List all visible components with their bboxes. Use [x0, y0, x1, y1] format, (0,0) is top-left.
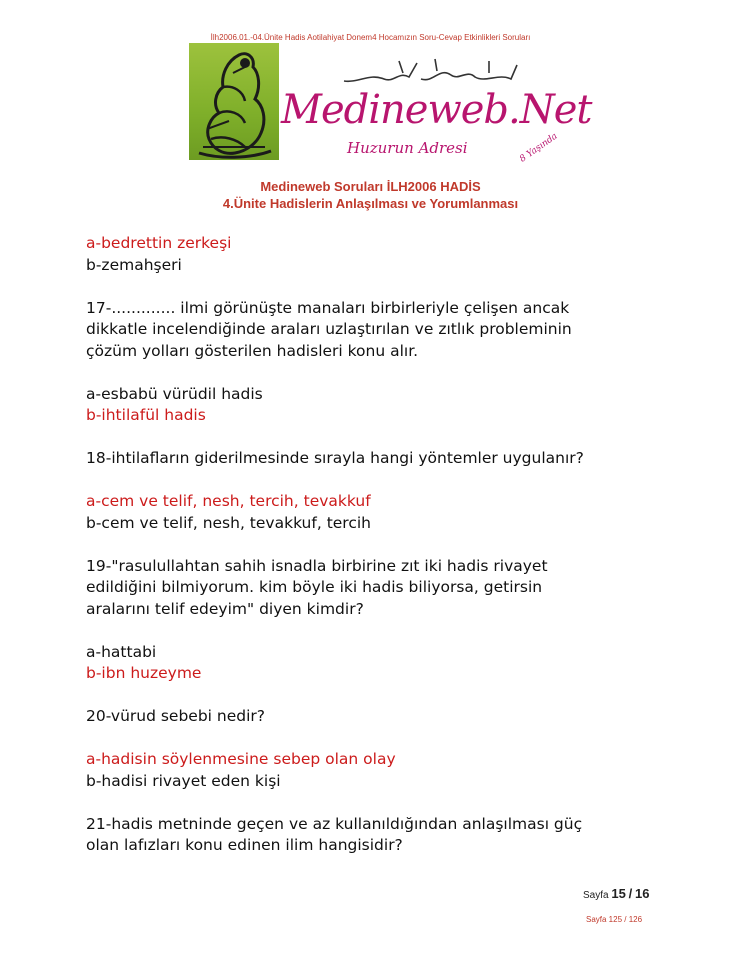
answer-correct: a-bedrettin zerkeşi	[86, 234, 232, 252]
page-number	[583, 886, 649, 901]
logo-age-text: 8 Yaşında	[518, 131, 560, 165]
answer-option: a-esbabü vürüdil hadis	[86, 384, 263, 403]
answer-correct: a-cem ve telif, nesh, tercih, tevakkuf	[86, 492, 371, 510]
answer-option: b-zemahşeri	[86, 255, 182, 274]
question-text: 20-vürud sebebi nedir?	[86, 707, 266, 725]
document-body	[86, 233, 686, 857]
question-text: 21-hadis metninde geçen ve az kullanıldığından anlaşılması güç	[86, 814, 583, 833]
question-text: dikkatle incelendiğinde araları uzlaştırılan ve zıtlık probleminin	[86, 320, 572, 338]
logo-brand-text: Medineweb.Net	[281, 87, 592, 133]
logo-tagline: Huzurun Adresi	[347, 139, 468, 157]
page-current: 15	[611, 886, 626, 901]
question-text: çözüm yolları gösterilen hadisleri konu alır.	[86, 341, 419, 360]
calligraphy-figure-image	[189, 43, 279, 160]
question-text: edildiğini bilmiyorum. kim böyle iki hadis biliyorsa, getirsin	[86, 578, 543, 596]
answer-option: a-hattabi	[86, 642, 157, 661]
answer-correct: a-hadisin söylenmesine sebep olan olay	[86, 750, 396, 768]
site-logo	[189, 43, 592, 165]
answer-option: b-cem ve telif, nesh, tevakkuf, tercih	[86, 513, 371, 532]
bismillah-calligraphy	[339, 53, 529, 91]
page-label: Sayfa	[583, 890, 609, 901]
page-separator: /	[628, 886, 633, 901]
question-text: 17-............. ilmi görünüşte manaları birbirleriyle çelişen ancak	[86, 298, 570, 317]
global-page-number: Sayfa 125 / 126	[586, 915, 643, 924]
answer-correct: b-ibn huzeyme	[86, 664, 202, 682]
answer-correct: b-ihtilafül hadis	[86, 406, 206, 424]
page-total: 16	[635, 886, 650, 901]
title-line-2: 4.Ünite Hadislerin Anlaşılması ve Yorumlanması	[222, 196, 519, 211]
question-text: olan lafızları konu edinen ilim hangisidir?	[86, 836, 403, 854]
document-title	[0, 178, 741, 212]
answer-option: b-hadisi rivayet eden kişi	[86, 771, 281, 790]
question-text: 18-ihtilafların giderilmesinde sırayla hangi yöntemler uygulanır?	[86, 449, 584, 467]
title-line-1: Medineweb Soruları İLH2006 HADİS	[260, 179, 481, 194]
document-header-line: İlh2006.01.-04.Ünite Hadis Aotilahiyat Donem4 Hocamızın Soru-Cevap Etkinlikleri Soruları	[210, 33, 531, 42]
question-text: aralarını telif edeyim" diyen kimdir?	[86, 599, 364, 618]
question-text: 19-"rasulullahtan sahih isnadla birbirine zıt iki hadis rivayet	[86, 556, 548, 575]
